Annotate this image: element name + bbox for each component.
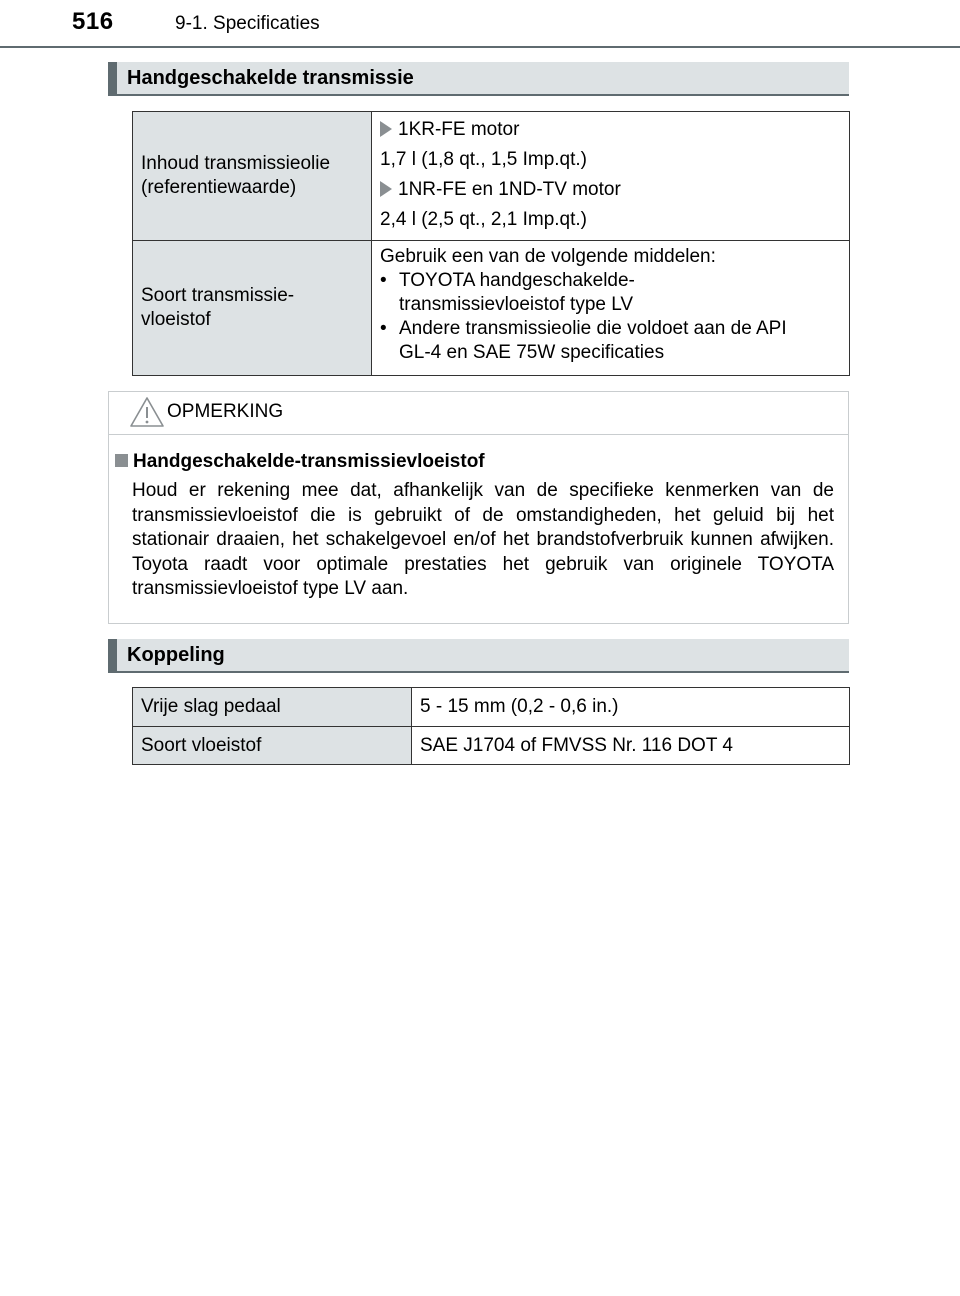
chapter-title: 9-1. Specificaties <box>175 13 320 34</box>
square-bullet-icon <box>115 454 128 467</box>
capacity-value-1: 1,7 l (1,8 qt., 1,5 Imp.qt.) <box>380 149 587 170</box>
notice-header <box>109 392 848 435</box>
fluid-type-intro: Gebruik een van de volgende middelen: <box>380 246 716 267</box>
warning-triangle-icon <box>129 396 165 428</box>
engine-variant-1: 1KR-FE motor <box>380 118 841 142</box>
table-row <box>133 241 850 376</box>
fluid-type-value <box>372 241 850 376</box>
clutch-spec-table <box>132 687 850 765</box>
engine-variant-2: 1NR-FE en 1ND-TV motor <box>380 178 841 202</box>
capacity-value-2: 2,4 l (2,5 qt., 2,1 Imp.qt.) <box>380 209 587 230</box>
page-header <box>0 0 960 48</box>
bullet-dot: • <box>380 270 387 291</box>
notice-box <box>108 391 849 624</box>
table-row <box>133 688 850 727</box>
table-row <box>133 727 850 765</box>
free-play-label: Vrije slag pedaal <box>133 688 412 727</box>
fluid-kind-label: Soort vloeistof <box>133 727 412 765</box>
section-heading-text: Koppeling <box>127 644 225 666</box>
triangle-bullet-icon <box>380 121 392 137</box>
section-heading-clutch <box>108 639 849 673</box>
notice-subtitle: Handgeschakelde-transmissievloeistof <box>133 451 485 472</box>
section-heading-transmission <box>108 62 849 96</box>
heading-bar <box>108 639 117 671</box>
list-item: • TOYOTA handgeschakelde-transmissievloeistof type LV <box>380 270 635 315</box>
transmission-spec-table <box>132 111 850 376</box>
oil-capacity-value <box>372 112 850 241</box>
fluid-kind-value: SAE J1704 of FMVSS Nr. 116 DOT 4 <box>412 727 850 765</box>
list-item: • Andere transmissieolie die voldoet aan de API GL-4 en SAE 75W specificaties <box>380 318 787 363</box>
page-number: 516 <box>72 8 114 35</box>
heading-bar <box>108 62 117 94</box>
triangle-bullet-icon <box>380 181 392 197</box>
notice-label: OPMERKING <box>167 401 284 422</box>
oil-capacity-label: Inhoud transmissieolie (referentiewaarde) <box>133 112 372 241</box>
fluid-type-label: Soort transmissie-vloeistof <box>133 241 372 376</box>
free-play-value: 5 - 15 mm (0,2 - 0,6 in.) <box>412 688 850 727</box>
bullet-dot: • <box>380 318 387 339</box>
section-heading-text: Handgeschakelde transmissie <box>127 67 414 89</box>
table-row <box>133 112 850 241</box>
notice-body: Houd er rekening mee dat, afhankelijk van de specifieke kenmerken van de transmissievloeistof die is gebruikt of de omstandigheden, het geluid bij het stationair draaien, het schakelgevoel en/of het brandstofverbruik kunnen afwijken. Toyota raadt voor optimale prestaties het gebruik van originele TOYOTA transmissievloeistof type LV aan. <box>132 480 834 599</box>
